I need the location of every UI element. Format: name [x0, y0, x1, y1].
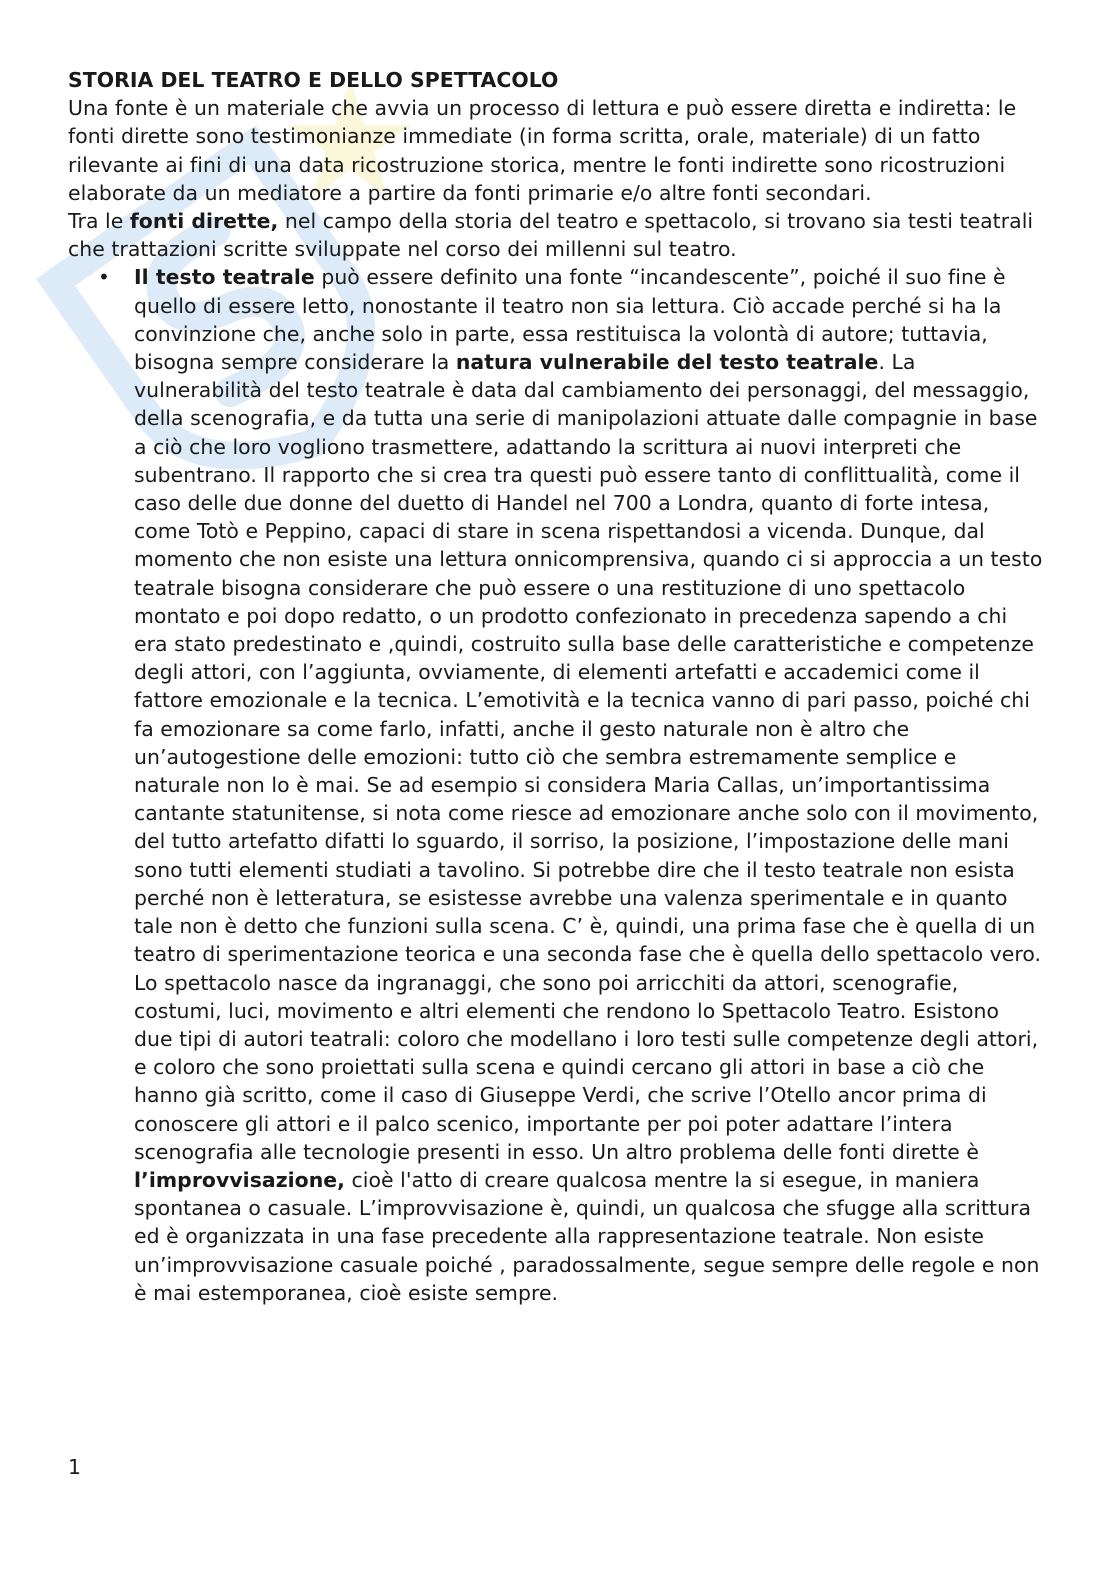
- document-page: [68, 66, 1043, 1307]
- intro-paragraph: Una fonte è un materiale che avvia un processo di lettura e può essere diretta e indiretta: le fonti dirette sono testimonianze immediate (in forma scritta, orale, materiale) di un fatto rilevante ai fini di una data ricostruzione storica, mentre le fonti indirette sono ricostruzioni elaborate da un mediatore a partire da fonti primarie e/o altre fonti secondari.: [68, 96, 1017, 205]
- list-item: [68, 263, 1043, 1307]
- fonti-dirette-paragraph: [68, 207, 1043, 263]
- bold-term-improvvisazione: l’improvvisazione,: [134, 1167, 345, 1192]
- bold-term-testo-teatrale: Il testo teatrale: [134, 265, 315, 290]
- bullet-marker: •: [98, 265, 110, 290]
- document-title: STORIA DEL TEATRO E DELLO SPETTACOLO: [68, 68, 559, 92]
- page-number: 1: [68, 1455, 81, 1479]
- paragraph-text: nel campo della storia del teatro e spettacolo, si trovano sia testi teatrali che trattazioni scritte sviluppate nel corso dei millenni sul teatro.: [68, 209, 1034, 262]
- list-item-text: può essere definito una fonte “incandescente”, poiché il suo fine è quello di essere letto, nonostante il teatro non sia lettura. Ciò accade perché si ha la convinzione che, anche solo in parte, essa restituisca la volontà di autore; tuttavia, bisogna sempre considerare la: [134, 265, 1006, 375]
- list-item-text: cioè l'atto di creare qualcosa mentre la si esegue, in maniera spontanea o casuale. L’improvvisazione è, quindi, un qualcosa che sfugge alla scrittura ed è organizzata in una fase precedente alla rappresentazione teatrale. Non esiste un’improvvisazione casuale poiché , paradossalmente, segue sempre delle regole e non è mai estemporanea, cioè esiste sempre.: [134, 1167, 1040, 1305]
- bullet-list: [68, 263, 1043, 1307]
- paragraph-text: Tra le: [68, 209, 130, 234]
- bold-term-fonti-dirette: fonti dirette,: [129, 209, 279, 234]
- bold-term-natura-vulnerabile: natura vulnerabile del testo teatrale: [455, 350, 879, 375]
- list-item-text: . La vulnerabilità del testo teatrale è data dal cambiamento dei personaggi, del messaggio, della scenografia, e da tutta una serie di manipolazioni attuate dalle compagnie in base a ciò che loro vogliono trasmettere, adattando la scrittura ai nuovi interpreti che subentrano. Il rapporto che si crea tra questi può essere tanto di conflittualità, come il caso delle due donne del duetto di Handel nel 700 a Londra, quanto di forte intesa, come Totò e Peppino, capaci di stare in scena rispettandosi a vicenda. Dunque, dal momento che non esiste una lettura onnicomprensiva, quando ci si approccia a un testo teatrale bisogna considerare che può essere o una restituzione di uno spettacolo montato e poi dopo redatto, o un prodotto confezionato in precedenza sapendo a chi era stato predestinato e ,quindi, costruito sulla base delle caratteristiche e competenze degli attori, con l’aggiunta, ovviamente, di elementi artefatti e accademici come il fattore emozionale e la tecnica. L’emotività e la tecnica vanno di pari passo, poiché chi fa emozionare sa come farlo, infatti, anche il gesto naturale non è altro che un’autogestione delle emozioni: tutto ciò che sembra estremamente semplice e naturale non lo è mai. Se ad esempio si considera Maria Callas, un’importantissima cantante statunitense, si nota come riesce ad emozionare anche solo con il movimento, del tutto artefatto difatti lo sguardo, il sorriso, la posizione, l’impostazione delle mani sono tutti elementi studiati a tavolino. Si potrebbe dire che il testo teatrale non esista perché non è letteratura, se esistesse avrebbe una valenza sperimentale e in quanto tale non è detto che funzioni sulla scena. C’ è, quindi, una prima fase che è quella di un teatro di sperimentazione teorica e una seconda fase che è quella dello spettacolo vero. Lo spettacolo nasce da ingranaggi, che sono poi arricchiti da attori, scenografie, costumi, luci, movimento e altri elementi che rendono lo Spettacolo Teatro. Esistono due tipi di autori teatrali: coloro che modellano i loro testi sulle competenze degli attori, e coloro che sono proiettati sulla scena e quindi cercano gli attori in base a ciò che hanno già scritto, come il caso di Giuseppe Verdi, che scrive l’Otello ancor prima di conoscere gli attori e il palco scenico, importante per poi poter adattare l’intera scenografia alle tecnologie presenti in esso. Un altro problema delle fonti dirette è: [134, 350, 1043, 1164]
